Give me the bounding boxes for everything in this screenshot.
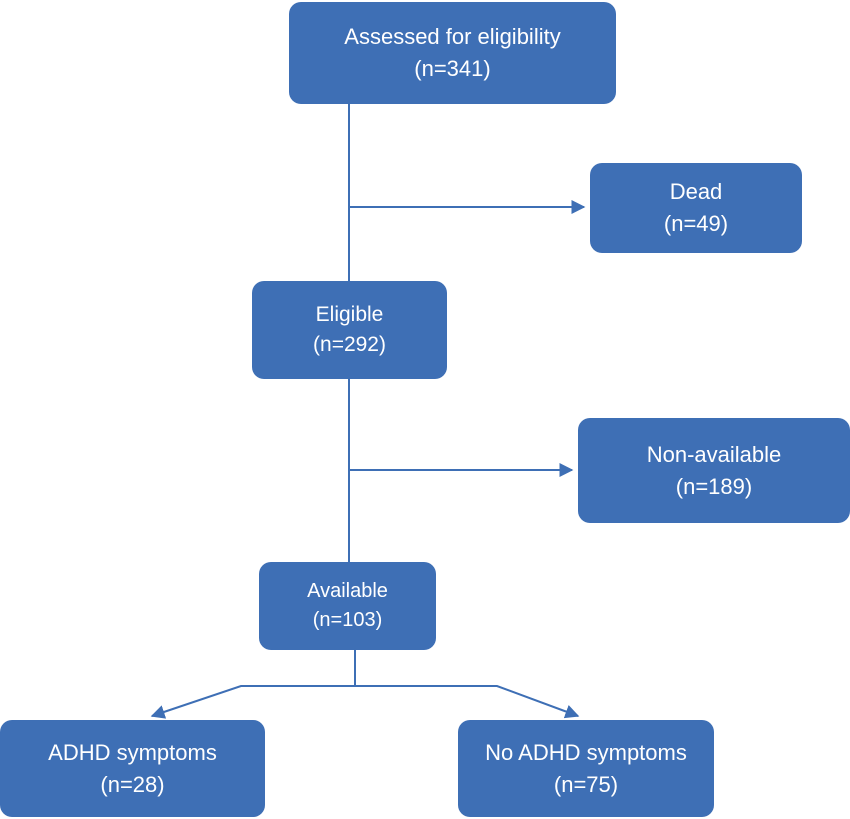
node-label-line2: (n=49) (663, 211, 729, 236)
node-available (259, 562, 436, 650)
node-assessed-for-eligibility (289, 2, 616, 104)
node-adhd-symptoms (0, 720, 265, 817)
node-label-line1: Assessed for eligibility (344, 24, 561, 50)
node-eligible (252, 281, 447, 379)
node-label-line1: Eligible (315, 302, 384, 326)
node-label-line2: (n=28) (100, 771, 165, 797)
edge-available-to-noadhd (355, 686, 578, 716)
node-no-adhd-symptoms (458, 720, 714, 817)
node-label-line2: (n=292) (313, 333, 386, 356)
node-label-line1: Available (307, 580, 388, 602)
edge-available-to-adhd (152, 686, 355, 716)
node-label-line1: Dead (669, 179, 723, 205)
node-non-available (578, 418, 850, 523)
node-label-line1: ADHD symptoms (48, 739, 217, 765)
node-label-line2: (n=341) (414, 56, 491, 81)
node-label-line2: (n=189) (675, 473, 753, 499)
node-label-line1: No ADHD symptoms (485, 739, 687, 765)
node-dead (590, 163, 802, 253)
node-label-line2: (n=103) (312, 609, 383, 631)
node-label-line2: (n=75) (553, 771, 619, 797)
node-label-line1: Non-available (646, 441, 782, 467)
